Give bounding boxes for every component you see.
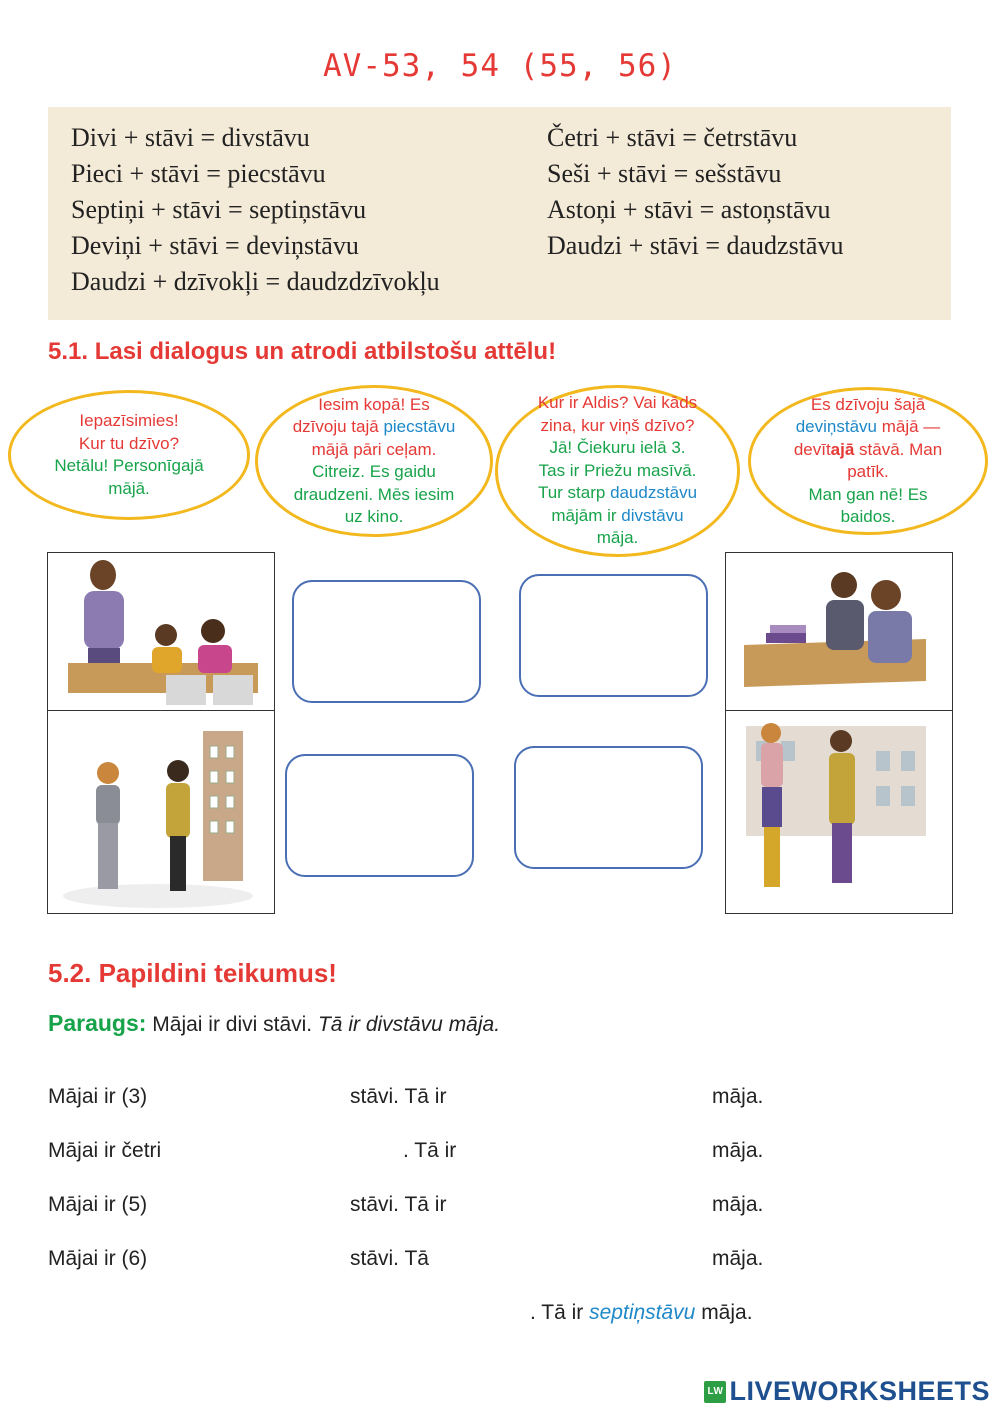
row-4-start: Mājai ir (6): [48, 1247, 148, 1270]
scene-couple-table[interactable]: [725, 552, 953, 712]
answer-box-4[interactable]: [514, 746, 703, 869]
bubble-3-line-2: zina, kur viņš dzīvo?: [540, 415, 695, 435]
example-text: Mājai ir divi stāvi.: [146, 1013, 318, 1036]
bubble-1-line-2: Kur tu dzīvo?: [78, 433, 180, 453]
bubble-1-line-3: Netālu! Personīgajā: [54, 456, 204, 475]
bubble-4-line-3: [794, 439, 942, 462]
row-3-end: māja.: [712, 1193, 764, 1216]
bubble-4-line-2: [794, 416, 942, 439]
brand-name: LIVEWORKSHEETS: [729, 1376, 990, 1406]
bubble-3-line-5a: Tur starp: [537, 483, 611, 503]
dialog-bubble-1: [8, 390, 250, 520]
dialog-bubble-4: [748, 387, 988, 535]
dialog-bubble-2: [255, 385, 493, 537]
row-1-middle: stāvi. Tā ir: [350, 1085, 447, 1108]
row-2-middle: . Tā ir: [403, 1139, 457, 1162]
row-1-start: Mājai ir (3): [48, 1085, 148, 1108]
rule-left-2: Pieci + stāvi = piecstāvu: [71, 159, 326, 188]
bubble-2-word-stavu: stāvu: [414, 417, 456, 436]
section-2-heading: 5.2. Papildini teikumus!: [48, 958, 337, 988]
bubble-3-line-6a: mājām ir: [551, 505, 622, 525]
row-4-middle: stāvi. Tā: [350, 1247, 429, 1270]
rules-box: [48, 107, 951, 320]
bubble-2-line-2a: dzīvoju tajā: [292, 417, 384, 436]
bubble-3-line-5: [538, 482, 697, 505]
scene-girls-building[interactable]: [725, 710, 953, 914]
row-4-end: māja.: [712, 1247, 764, 1270]
scene-teacher-students[interactable]: [47, 552, 275, 712]
page-title: AV-53, 54 (55, 56): [323, 48, 677, 84]
rule-left-1: Divi + stāvi = divstāvu: [71, 123, 310, 152]
example-answer: Tā ir divstāvu māja.: [317, 1013, 501, 1036]
bubble-3-line-4: Tas ir Priežu masīvā.: [538, 460, 697, 480]
example-label: Paraugs:: [48, 1010, 147, 1036]
bubble-4-word-aja: ajā: [830, 439, 855, 459]
dialog-bubble-3: [495, 385, 740, 557]
bubble-4-word-stavu: stāvu: [836, 417, 877, 436]
answer-box-2[interactable]: [519, 574, 708, 697]
bubble-4-line-2c: mājā —: [876, 417, 941, 436]
bubble-2-line-2: [293, 416, 456, 439]
rule-right-2: Seši + stāvi = sešstāvu: [547, 159, 782, 188]
rule-left-4: Deviņi + stāvi = deviņstāvu: [71, 231, 359, 260]
example-sentence: [48, 1010, 500, 1037]
bubble-3-line-1: Kur ir Aldis? Vai kāds: [537, 393, 698, 413]
bubble-2-line-5: draudzeni. Mēs iesim: [293, 484, 455, 504]
row-5-end: māja.: [695, 1301, 753, 1324]
bubble-4-line-4: patīk.: [847, 462, 889, 481]
scene-two-girls-street[interactable]: [47, 710, 275, 914]
bubble-4-line-1: Es dzīvoju šajā: [810, 394, 926, 414]
bubble-3-word-daudz: daudz: [610, 483, 657, 503]
row-5-start: . Tā ir: [530, 1301, 590, 1324]
bubble-3-word-div: div: [621, 505, 643, 525]
bubble-3-word-stavu-1: stāvu: [656, 483, 698, 503]
bubble-4-word-devit: devīt: [793, 439, 831, 459]
bubble-4-line-5: Man gan nē! Es: [808, 484, 928, 504]
rule-left-3: Septiņi + stāvi = septiņstāvu: [71, 195, 367, 224]
bubble-4-line-3c: stāvā. Man: [854, 439, 943, 459]
bubble-3-line-3: Jā! Čiekuru ielā 3.: [549, 438, 686, 458]
row-1-end: māja.: [712, 1085, 764, 1108]
row-2-end: māja.: [712, 1139, 764, 1162]
bubble-2-line-6: uz kino.: [344, 507, 404, 526]
section-1-heading: 5.1. Lasi dialogus un atrodi atbilstošu attēlu!: [48, 338, 557, 365]
bubble-2-line-4: Citreiz. Es gaidu: [312, 462, 436, 481]
rule-right-1: Četri + stāvi = četrstāvu: [547, 123, 798, 152]
bubble-3-word-stavu-2: stāvu: [643, 505, 684, 525]
bubble-4-word-devin: deviņ: [795, 417, 837, 436]
rule-right-3: Astoņi + stāvi = astoņstāvu: [547, 195, 831, 224]
teacher-students-illustration: [48, 553, 274, 711]
bubble-2-line-3: mājā pāri ceļam.: [311, 439, 437, 459]
bubble-4-line-6: baidos.: [840, 507, 896, 526]
bubble-3-line-7: māja.: [596, 528, 639, 548]
row-5-word-septinstavu: septiņstāvu: [589, 1301, 696, 1324]
girls-building-illustration: [726, 711, 952, 913]
brand-logo-icon: LW: [704, 1381, 726, 1403]
bubble-3-line-6: [538, 505, 697, 528]
rule-right-4: Daudzi + stāvi = daudzstāvu: [547, 231, 844, 260]
row-5: [530, 1301, 753, 1325]
row-2-start: Mājai ir četri: [48, 1139, 162, 1162]
answer-box-1[interactable]: [292, 580, 481, 703]
rule-left-5: Daudzi + dzīvokļi = daudzdzīvokļu: [71, 267, 440, 296]
bubble-1-line-4: mājā.: [108, 478, 150, 498]
row-3-middle: stāvi. Tā ir: [350, 1193, 447, 1216]
bubble-2-word-piec: piec: [383, 417, 415, 436]
couple-table-illustration: [726, 553, 952, 711]
liveworksheets-brand[interactable]: [704, 1376, 990, 1407]
answer-box-3[interactable]: [285, 754, 474, 877]
bubble-1-line-1: Iepazīsimies!: [79, 411, 179, 430]
two-girls-street-illustration: [48, 711, 274, 913]
bubble-2-line-1: Iesim kopā! Es: [318, 394, 430, 414]
row-3-start: Mājai ir (5): [48, 1193, 148, 1216]
